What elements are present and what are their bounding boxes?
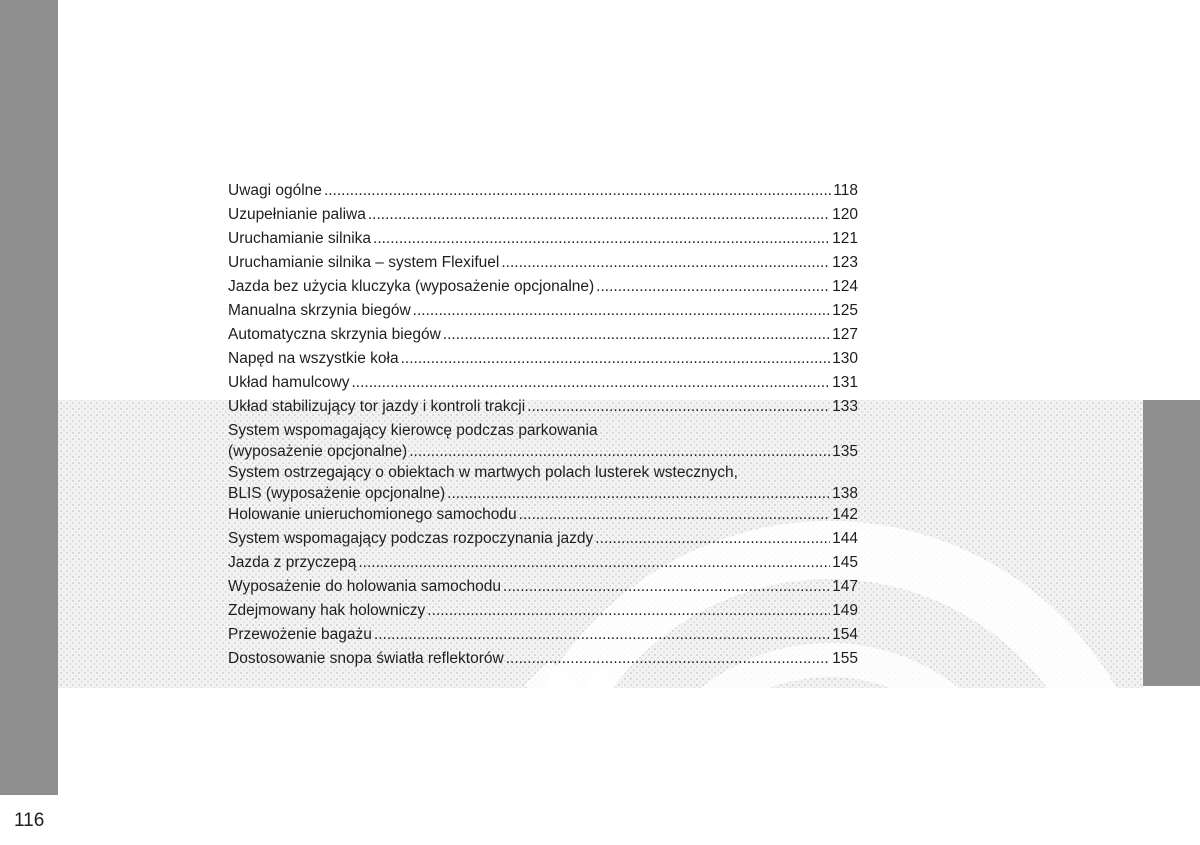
toc-title: Napęd na wszystkie koła xyxy=(228,350,399,367)
toc-line xyxy=(228,325,858,346)
toc-title: Holowanie unieruchomionego samochodu xyxy=(228,506,517,523)
toc-leader-dots xyxy=(447,484,830,505)
toc-title: Dostosowanie snopa światła reflektorów xyxy=(228,650,504,667)
toc-title: BLIS (wyposażenie opcjonalne) xyxy=(228,484,446,502)
toc-title: System wspomagający kierowcę podczas parkowania xyxy=(228,422,598,439)
toc-line xyxy=(228,421,858,442)
toc-title: Jazda bez użycia kluczyka (wyposażenie opcjonalne) xyxy=(228,278,595,295)
toc-entry[interactable] xyxy=(228,553,858,577)
toc-entry[interactable] xyxy=(228,277,858,301)
toc-title: System wspomagający podczas rozpoczynania jazdy xyxy=(228,530,594,547)
toc-line xyxy=(228,484,858,505)
toc-line xyxy=(228,463,858,484)
toc-page-number: 155 xyxy=(832,650,858,667)
toc-page-number: 121 xyxy=(832,230,858,247)
toc-page-number: 147 xyxy=(832,578,858,595)
toc-title: Automatyczna skrzynia biegów xyxy=(228,326,441,343)
toc-leader-dots xyxy=(519,505,830,526)
toc-line xyxy=(228,373,858,394)
chapter-tab xyxy=(1143,400,1200,686)
toc-page-number: 133 xyxy=(832,398,858,415)
toc-line xyxy=(228,577,858,598)
toc-entry[interactable] xyxy=(228,349,858,373)
toc-page-number: 118 xyxy=(833,182,858,199)
toc-title: Wyposażenie do holowania samochodu xyxy=(228,578,502,595)
toc-entry[interactable] xyxy=(228,601,858,625)
toc-line xyxy=(228,505,858,526)
toc-page-number: 125 xyxy=(832,302,858,319)
toc-leader-dots xyxy=(427,601,830,622)
toc-line xyxy=(228,181,858,202)
toc-entry[interactable] xyxy=(228,373,858,397)
toc-entry[interactable] xyxy=(228,463,858,505)
toc-entry[interactable] xyxy=(228,649,858,673)
toc-page-number: 154 xyxy=(832,626,858,643)
toc-entry[interactable] xyxy=(228,229,858,253)
toc-line xyxy=(228,205,858,226)
toc-leader-dots xyxy=(324,181,831,202)
toc-entry[interactable] xyxy=(228,253,858,277)
toc-leader-dots xyxy=(358,553,830,574)
toc-leader-dots xyxy=(443,325,830,346)
toc-line xyxy=(228,301,858,322)
toc-title: System ostrzegający o obiektach w martwych polach lusterek wstecznych, xyxy=(228,464,738,481)
toc-page-number: 135 xyxy=(832,442,858,460)
table-of-contents xyxy=(228,181,858,673)
toc-line xyxy=(228,649,858,670)
toc-entry[interactable] xyxy=(228,205,858,229)
toc-leader-dots xyxy=(409,442,830,463)
toc-entry[interactable] xyxy=(228,301,858,325)
toc-page-number: 138 xyxy=(832,484,858,502)
toc-line xyxy=(228,277,858,298)
left-margin-bar xyxy=(0,0,58,845)
toc-leader-dots xyxy=(501,253,830,274)
toc-leader-dots xyxy=(413,301,830,322)
toc-page-number: 144 xyxy=(832,530,858,547)
toc-entry[interactable] xyxy=(228,181,858,205)
toc-entry[interactable] xyxy=(228,625,858,649)
toc-line xyxy=(228,253,858,274)
toc-entry[interactable] xyxy=(228,325,858,349)
toc-title: Zdejmowany hak holowniczy xyxy=(228,602,426,619)
toc-leader-dots xyxy=(373,229,830,250)
toc-entry[interactable] xyxy=(228,397,858,421)
toc-page-number: 131 xyxy=(832,374,858,391)
toc-page-number: 127 xyxy=(832,326,858,343)
toc-entry[interactable] xyxy=(228,577,858,601)
toc-leader-dots xyxy=(503,577,830,598)
toc-page-number: 120 xyxy=(832,206,858,223)
toc-page-number: 145 xyxy=(832,554,858,571)
toc-line xyxy=(228,397,858,418)
toc-line xyxy=(228,349,858,370)
toc-page-number: 124 xyxy=(832,278,858,295)
toc-leader-dots xyxy=(527,397,830,418)
toc-page-number: 142 xyxy=(832,506,858,523)
toc-title: Przewożenie bagażu xyxy=(228,626,372,643)
toc-page-number: 130 xyxy=(832,350,858,367)
toc-leader-dots xyxy=(506,649,830,670)
toc-title: Uruchamianie silnika – system Flexifuel xyxy=(228,254,500,271)
toc-page-number: 123 xyxy=(832,254,858,271)
toc-leader-dots xyxy=(401,349,831,370)
toc-line xyxy=(228,601,858,622)
toc-entry[interactable] xyxy=(228,421,858,463)
toc-leader-dots xyxy=(596,277,830,298)
toc-leader-dots xyxy=(374,625,830,646)
toc-title: Jazda z przyczepą xyxy=(228,554,357,571)
toc-title: Uwagi ogólne xyxy=(228,182,322,199)
toc-line xyxy=(228,553,858,574)
toc-title: Manualna skrzynia biegów xyxy=(228,302,411,319)
toc-title: Uruchamianie silnika xyxy=(228,230,372,247)
toc-title: Układ stabilizujący tor jazdy i kontroli trakcji xyxy=(228,398,526,415)
toc-entry[interactable] xyxy=(228,529,858,553)
toc-title: (wyposażenie opcjonalne) xyxy=(228,442,408,460)
toc-title: Układ hamulcowy xyxy=(228,374,350,391)
toc-line xyxy=(228,229,858,250)
toc-entry[interactable] xyxy=(228,505,858,529)
toc-title: Uzupełnianie paliwa xyxy=(228,206,366,223)
toc-page-number: 149 xyxy=(832,602,858,619)
toc-line xyxy=(228,442,858,463)
toc-leader-dots xyxy=(351,373,830,394)
toc-line xyxy=(228,529,858,550)
toc-leader-dots xyxy=(595,529,830,550)
toc-line xyxy=(228,625,858,646)
page-number: 116 xyxy=(14,810,45,831)
toc-leader-dots xyxy=(368,205,830,226)
